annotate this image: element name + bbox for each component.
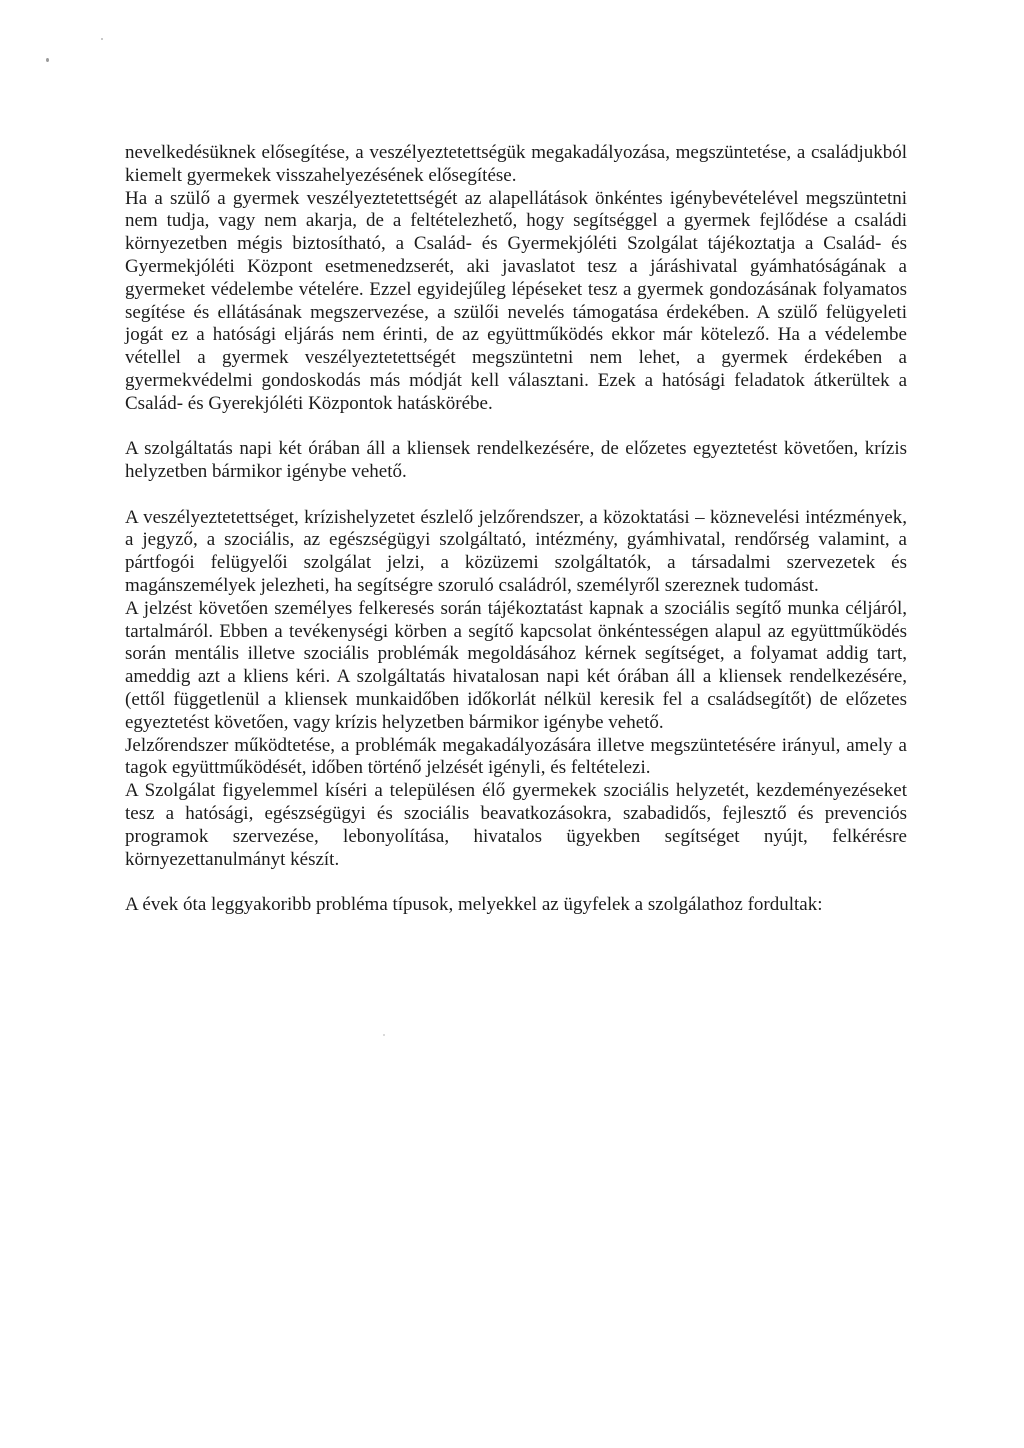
document-page: [125, 142, 907, 917]
scan-speck: [101, 38, 103, 40]
paragraph-signal-system: A veszélyeztetettséget, krízishelyzetet észlelő jelzőrendszer, a közoktatási – köznevelési intézmények, a jegyző, a szociális, az egészségügyi szolgáltató, intézmény, gyámhivatal, rendőrség valamint, a pártfogói felügyelői szolgálat jelzi, a közüzemi szolgáltatók, a társadalmi szervezetek és magánszemélyek jelezheti, ha segítségre szoruló családról, személyről szereznek tudomást.: [125, 506, 907, 597]
paragraph-intro-continuation: nevelkedésüknek elősegítése, a veszélyeztetettségük megakadályozása, megszüntetése, a családjukból kiemelt gyermekek visszahelyezésének elősegítése.: [125, 142, 907, 186]
paragraph-service-hours: A szolgáltatás napi két órában áll a kliensek rendelkezésére, de előzetes egyeztetést követően, krízis helyzetben bármikor igénybe vehető.: [125, 438, 907, 482]
paragraph-service-monitoring: A Szolgálat figyelemmel kíséri a településen élő gyermekek szociális helyzetét, kezdeményezéseket tesz a hatósági, egészségügyi és szociális beavatkozásokra, szabadidős, fejlesztő és prevenciós programok szervezése, lebonyolítása, hivatalos ügyekben segítséget nyújt, felkérésre környezettanulmányt készít.: [125, 780, 907, 870]
paragraph-personal-visit: A jelzést követően személyes felkeresés során tájékoztatást kapnak a szociális segítő munka céljáról, tartalmáról. Ebben a tevékenységi körben a segítő kapcsolat önkéntességen alapul az együttműködés során mentális illetve szociális problémák megoldásához kérnek segítséget, a folyamat addig tart, ameddig azt a kliens kéri. A szolgáltatás hivatalosan napi két órában áll a kliensek rendelkezésére, (ettől függetlenül a kliensek munkaidőben időkorlát nélkül keresik fel a családsegítőt) de előzetes egyeztetést követően, vagy krízis helyzetben bármikor igénybe vehető.: [125, 597, 907, 733]
paragraph-signal-operation: Jelzőrendszer működtetése, a problémák megakadályozására illetve megszüntetésére irányul, amely a tagok együttműködését, időben történő jelzését igényli, és feltételezi.: [125, 734, 907, 779]
paragraph-parent-cooperation: Ha a szülő a gyermek veszélyeztetettségét az alapellátások önkéntes igénybevételével megszüntetni nem tudja, vagy nem akarja, de a feltételezhető, hogy segítséggel a gyermek fejlődése a családi környezetben mégis biztosítható, a Család- és Gyermekjóléti Szolgálat tájékoztatja a Család- és Gyermekjóléti Központ esetmenedzserét, aki javaslatot tesz a járáshivatal gyámhatóságának a gyermeket védelembe vételére. Ezzel egyidejűleg lépéseket tesz a gyermek gondozásának folyamatos segítése és ellátásának megszervezése, a szülői nevelés támogatása érdekében. A szülő felügyeleti jogát ez a hatósági eljárás nem érinti, de az együttműködés ekkor már kötelező. Ha a védelembe vétellel a gyermek veszélyeztetettségét megszüntetni nem lehet, a gyermek érdekében a gyermekvédelmi gondoskodás más módját kell választani. Ezek a hatósági feladatok átkerültek a Család- és Gyerekjóléti Központok hatáskörébe.: [125, 187, 907, 414]
scan-speck: [46, 58, 49, 62]
paragraph-problem-types-intro: A évek óta leggyakoribb probléma típusok, melyekkel az ügyfelek a szolgálathoz fordultak:: [125, 894, 823, 916]
scan-speck: [383, 1034, 385, 1036]
